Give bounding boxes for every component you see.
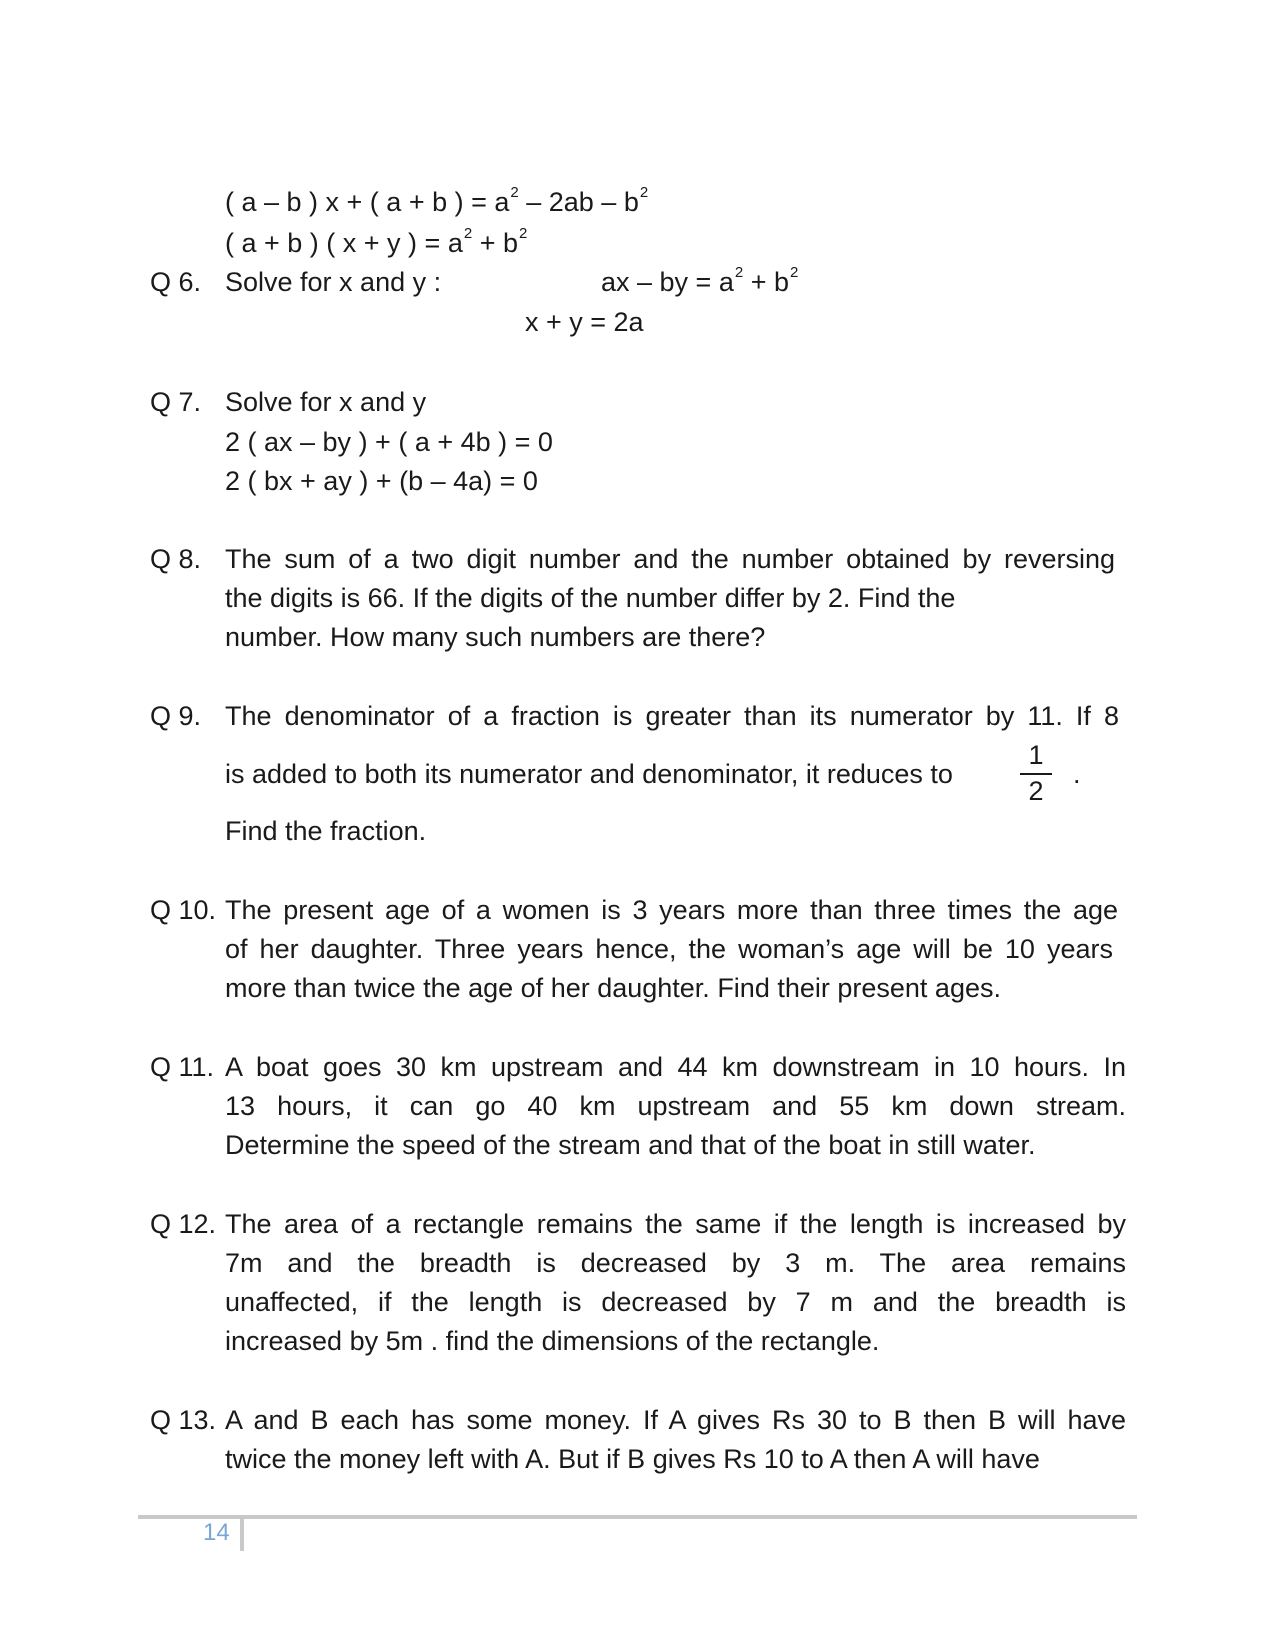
question-text-line: 13 hours, it can go 40 km upstream and 55 km down stream. <box>225 1093 1126 1121</box>
question-number: Q 11. <box>150 1052 215 1082</box>
exponent: 2 <box>734 264 744 281</box>
equation-text: + b <box>472 228 518 258</box>
question-text-line: The sum of a two digit number and the number obtained by reversing <box>225 546 1115 574</box>
fraction-numerator: 1 <box>1028 740 1044 770</box>
question-number: Q 13. <box>150 1405 217 1435</box>
equation-line: 2 ( bx + ay ) + (b – 4a) = 0 <box>225 466 538 496</box>
question-text-line: Find the fraction. <box>225 816 427 846</box>
equation-text: ( a + b ) ( x + y ) = a <box>225 228 463 258</box>
exponent: 2 <box>510 184 519 201</box>
question-text-line: more than twice the age of her daughter. Find their present ages. <box>225 973 1001 1003</box>
exponent: 2 <box>789 264 799 281</box>
question-text: Solve for x and y : <box>225 267 442 297</box>
fraction-bar <box>1020 773 1052 775</box>
footer-divider <box>138 1515 1137 1519</box>
page-number: 14 <box>203 1519 230 1546</box>
equation-line <box>601 264 799 297</box>
equation-text: ( a – b ) x + ( a + b ) = a <box>225 187 510 217</box>
question-text-line: increased by 5m . find the dimensions of the rectangle. <box>225 1326 880 1356</box>
question-number: Q 6. <box>150 267 202 297</box>
question-text-line: The area of a rectangle remains the same if the length is increased by <box>225 1211 1126 1239</box>
question-text-line: number. How many such numbers are there? <box>225 622 766 652</box>
question-number: Q 10. <box>150 895 217 925</box>
exponent: 2 <box>639 184 649 201</box>
question-number: Q 8. <box>150 544 202 574</box>
equation-line: x + y = 2a <box>525 307 644 337</box>
question-text-line: the digits is 66. If the digits of the number differ by 2. Find the <box>225 583 956 613</box>
equation-line: 2 ( ax – by ) + ( a + 4b ) = 0 <box>225 427 553 457</box>
fraction-denominator: 2 <box>1028 776 1044 806</box>
question-text-line: The denominator of a fraction is greater than its numerator by 11. If 8 <box>225 703 1119 731</box>
question-text: . <box>1073 759 1081 789</box>
question-text: Solve for x and y <box>225 387 427 417</box>
question-text-line: unaffected, if the length is decreased by 7 m and the breadth is <box>225 1289 1126 1317</box>
question-number: Q 12. <box>150 1209 217 1239</box>
equation-line <box>225 225 528 258</box>
question-text-line: twice the money left with A. But if B gives Rs 10 to A then A will have <box>225 1444 1040 1474</box>
fraction <box>1020 742 1052 805</box>
question-number: Q 9. <box>150 701 202 731</box>
equation-text: – 2ab – b <box>518 187 639 217</box>
question-text-line: A and B each has some money. If A gives Rs 30 to B then B will have <box>225 1407 1126 1435</box>
equation-text: + b <box>743 267 789 297</box>
equation-text: ax – by = a <box>601 267 734 297</box>
question-text-line: A boat goes 30 km upstream and 44 km downstream in 10 hours. In <box>225 1054 1126 1082</box>
question-number: Q 7. <box>150 387 202 417</box>
question-text-line: of her daughter. Three years hence, the woman’s age will be 10 years <box>225 936 1113 964</box>
question-text-line: The present age of a women is 3 years more than three times the age <box>225 897 1118 925</box>
exponent: 2 <box>518 225 528 242</box>
question-text-line: 7m and the breadth is decreased by 3 m. The area remains <box>225 1250 1126 1278</box>
question-text-line: is added to both its numerator and denominator, it reduces to <box>225 759 953 789</box>
question-text-line: Determine the speed of the stream and that of the boat in still water. <box>225 1130 1036 1160</box>
exponent: 2 <box>463 225 473 242</box>
equation-line <box>225 184 649 217</box>
page-number-divider <box>240 1517 244 1551</box>
